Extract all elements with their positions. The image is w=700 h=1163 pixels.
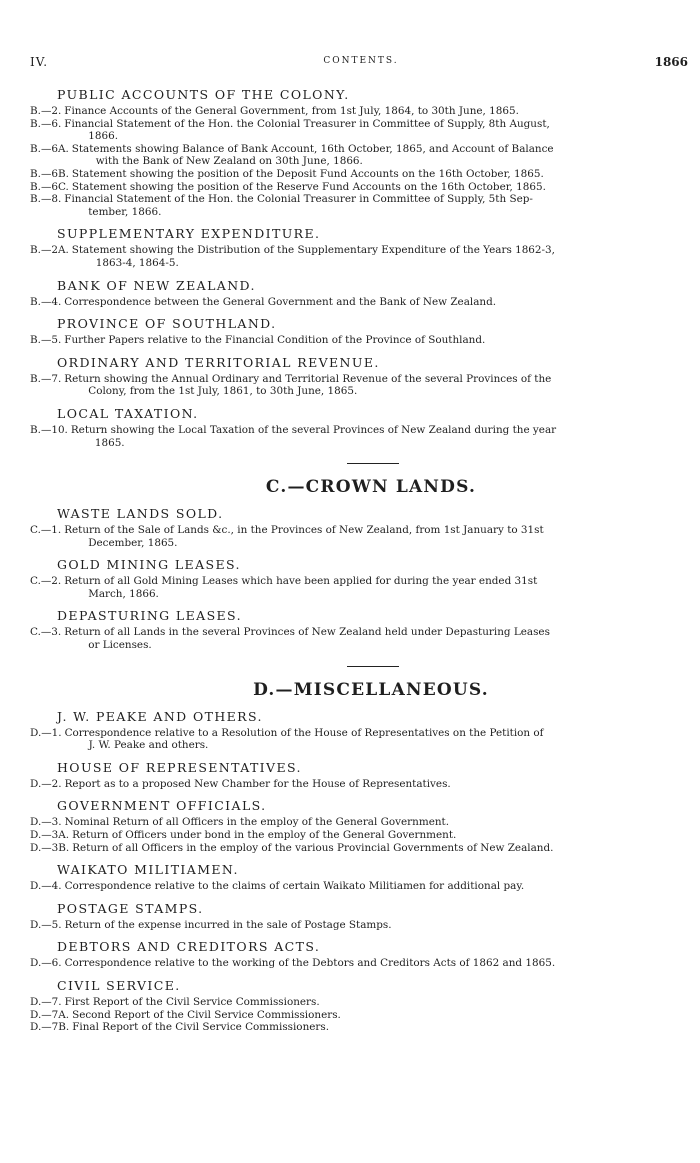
contents-entry [30, 919, 692, 932]
description-line: Second Report of the Civil Service Commissioners. [72, 1008, 341, 1021]
contents-entry [30, 105, 692, 118]
paper-description [65, 778, 692, 791]
section-heading: DEBTORS AND CREDITORS ACTS. [57, 939, 321, 955]
section-divider [347, 666, 399, 667]
major-heading: C.—CROWN LANDS. [265, 477, 477, 498]
contents-entry [30, 193, 692, 218]
description-line: Further Papers relative to the Financial Condition of the Province of Southland. [64, 334, 486, 347]
section-heading: SUPPLEMENTARY EXPENDITURE. [57, 226, 321, 242]
description-line: Financial Statement of the Hon. the Colonial Treasurer in Committee of Supply, 5th Sep- [64, 193, 533, 206]
section-heading: DEPASTURING LEASES. [57, 608, 242, 624]
paper-description [72, 181, 692, 194]
paper-code: B.—6B. [30, 167, 69, 180]
paper-description [64, 626, 692, 651]
description-line: Return showing the Annual Ordinary and Territorial Revenue of the several Provinces of the [64, 372, 552, 385]
paper-code: D.—4. [30, 880, 62, 893]
description-line: or Licenses. [88, 639, 152, 652]
paper-description [72, 829, 692, 842]
contents-entry [30, 829, 692, 842]
running-title: CONTENTS. [323, 56, 399, 66]
paper-description [72, 842, 692, 855]
paper-description [72, 1021, 692, 1034]
paper-code: B.—6A. [30, 142, 69, 155]
contents-entry [30, 880, 692, 893]
section-heading: LOCAL TAXATION. [57, 405, 199, 421]
paper-description [65, 727, 692, 752]
page-header [30, 55, 692, 71]
paper-description [64, 524, 692, 549]
section-heading: PROVINCE OF SOUTHLAND. [57, 316, 277, 332]
paper-description [65, 957, 692, 970]
paper-code: D.—3A. [30, 829, 70, 842]
paper-code: B.—5. [30, 334, 62, 347]
description-line: First Report of the Civil Service Commissioners. [64, 996, 320, 1008]
description-line: Report as to a proposed New Chamber for the House of Representatives. [64, 777, 451, 790]
description-line: J. W. Peake and others. [88, 739, 209, 752]
section-heading: BANK OF NEW ZEALAND. [57, 277, 256, 293]
paper-code: D.—7B. [30, 1021, 70, 1034]
paper-description [72, 168, 692, 181]
description-line: Return of all Lands in the several Provinces of New Zealand held under Depasturing Leases [64, 626, 550, 639]
description-line: Return of the expense incurred in the sale of Postage Stamps. [64, 918, 392, 931]
description-line: Return of Officers under bond in the employ of the General Government. [72, 829, 457, 842]
paper-description [64, 373, 692, 398]
paper-description [64, 193, 692, 218]
description-line: with the Bank of New Zealand on 30th June, 1866. [95, 155, 363, 168]
paper-code: D.—1. [30, 726, 62, 739]
description-line: Statement showing the position of the Deposit Fund Accounts on the 16th October, 1865. [71, 167, 544, 180]
paper-description [64, 575, 692, 600]
paper-code: B.—10. [30, 423, 68, 436]
paper-description [64, 118, 692, 143]
contents-entry [30, 334, 692, 347]
paper-description [71, 424, 692, 449]
description-line: Return showing the Local Taxation of the several Provinces of New Zealand during the year [70, 423, 557, 436]
paper-code: D.—3. [30, 816, 62, 829]
paper-code: B.—4. [30, 295, 62, 308]
description-line: December, 1865. [88, 536, 178, 549]
paper-code: B.—2A. [30, 244, 69, 257]
description-line: Final Report of the Civil Service Commissioners. [72, 1021, 330, 1034]
page-year: 1866 [654, 55, 688, 69]
contents-entry [30, 842, 692, 855]
paper-code: B.—8. [30, 193, 62, 206]
section-heading: PUBLIC ACCOUNTS OF THE COLONY. [57, 87, 350, 102]
description-line: tember, 1866. [88, 205, 162, 218]
contents-entry [30, 118, 692, 143]
paper-code: D.—7A. [30, 1008, 70, 1021]
paper-description [65, 880, 692, 893]
paper-code: C.—2. [30, 575, 62, 588]
contents-entry [30, 168, 692, 181]
section-heading: GOVERNMENT OFFICIALS. [57, 798, 267, 814]
paper-description [65, 919, 692, 932]
description-line: Statement showing the Distribution of the Supplementary Expenditure of the Years 1862-3, [71, 244, 555, 257]
contents-entry [30, 996, 692, 1009]
page-number: IV. [30, 55, 49, 69]
contents-entry [30, 296, 692, 309]
paper-code: D.—5. [30, 918, 62, 931]
contents-entry [30, 575, 692, 600]
paper-description [65, 996, 692, 1009]
contents-entry [30, 957, 692, 970]
contents-entry [30, 816, 692, 829]
major-heading: D.—MISCELLANEOUS. [253, 679, 489, 700]
description-line: Colony, from the 1st July, 1861, to 30th June, 1865. [88, 385, 358, 398]
description-line: Return of all Officers in the employ of the various Provincial Governments of New Zealand. [72, 841, 554, 854]
contents-entry [30, 244, 692, 269]
section-heading: J. W. PEAKE AND OTHERS. [57, 708, 263, 724]
paper-code: B.—6. [30, 117, 62, 130]
section-heading: GOLD MINING LEASES. [57, 557, 241, 573]
paper-description [64, 296, 692, 309]
paper-description [65, 816, 692, 829]
section-heading: ORDINARY AND TERRITORIAL REVENUE. [57, 354, 380, 370]
contents-entry [30, 727, 692, 752]
contents-entry [30, 524, 692, 549]
paper-code: B.—7. [30, 372, 62, 385]
paper-code: C.—1. [30, 524, 62, 537]
contents-entry [30, 778, 692, 791]
paper-code: D.—3B. [30, 841, 70, 854]
contents-entry [30, 143, 692, 168]
description-line: 1866. [88, 130, 118, 143]
paper-description [72, 143, 692, 168]
paper-code: C.—3. [30, 626, 62, 639]
paper-description [72, 244, 692, 269]
description-line: Return of all Gold Mining Leases which have been applied for during the year ended 31st [64, 575, 538, 588]
section-divider [347, 463, 399, 464]
description-line: Nominal Return of all Officers in the employ of the General Government. [64, 816, 450, 829]
paper-code: D.—7. [30, 996, 62, 1008]
description-line: March, 1866. [88, 587, 159, 600]
description-line: Statement showing the position of the Reserve Fund Accounts on the 16th October, 1865. [71, 180, 546, 193]
section-heading: POSTAGE STAMPS. [57, 900, 204, 916]
paper-code: D.—6. [30, 957, 62, 970]
contents-entry [30, 1009, 692, 1022]
paper-code: B.—6C. [30, 180, 69, 193]
description-line: Correspondence relative to the claims of certain Waikato Militiamen for additional pay. [64, 880, 525, 893]
description-line: Financial Statement of the Hon. the Colonial Treasurer in Committee of Supply, 8th August, [64, 117, 550, 130]
description-line: Finance Accounts of the General Government, from 1st July, 1864, to 30th June, 1865. [64, 105, 519, 117]
section-heading: WASTE LANDS SOLD. [57, 506, 224, 522]
paper-description [72, 1009, 692, 1022]
section-heading: CIVIL SERVICE. [57, 978, 181, 993]
contents-entry [30, 181, 692, 194]
description-line: Correspondence between the General Government and the Bank of New Zealand. [64, 295, 497, 308]
description-line: 1865. [94, 436, 125, 449]
section-heading: HOUSE OF REPRESENTATIVES. [57, 759, 302, 775]
description-line: 1863-4, 1864-5. [95, 256, 179, 269]
contents-entry [30, 626, 692, 651]
contents-entry [30, 1021, 692, 1034]
paper-code: D.—2. [30, 777, 62, 790]
contents-entry [30, 424, 692, 449]
paper-description [64, 334, 692, 347]
description-line: Return of the Sale of Lands &c., in the Provinces of New Zealand, from 1st January to 31st [64, 524, 544, 537]
paper-description [64, 105, 692, 118]
contents-list [30, 54, 692, 1034]
section-heading: WAIKATO MILITIAMEN. [57, 862, 239, 878]
description-line: Correspondence relative to the working of the Debtors and Creditors Acts of 1862 and 1865. [64, 957, 556, 970]
paper-code: B.—2. [30, 105, 62, 117]
description-line: Statements showing Balance of Bank Account, 16th October, 1865, and Account of Balance [71, 142, 554, 155]
contents-entry [30, 373, 692, 398]
description-line: Correspondence relative to a Resolution of the House of Representatives on the Petition of [64, 726, 544, 739]
